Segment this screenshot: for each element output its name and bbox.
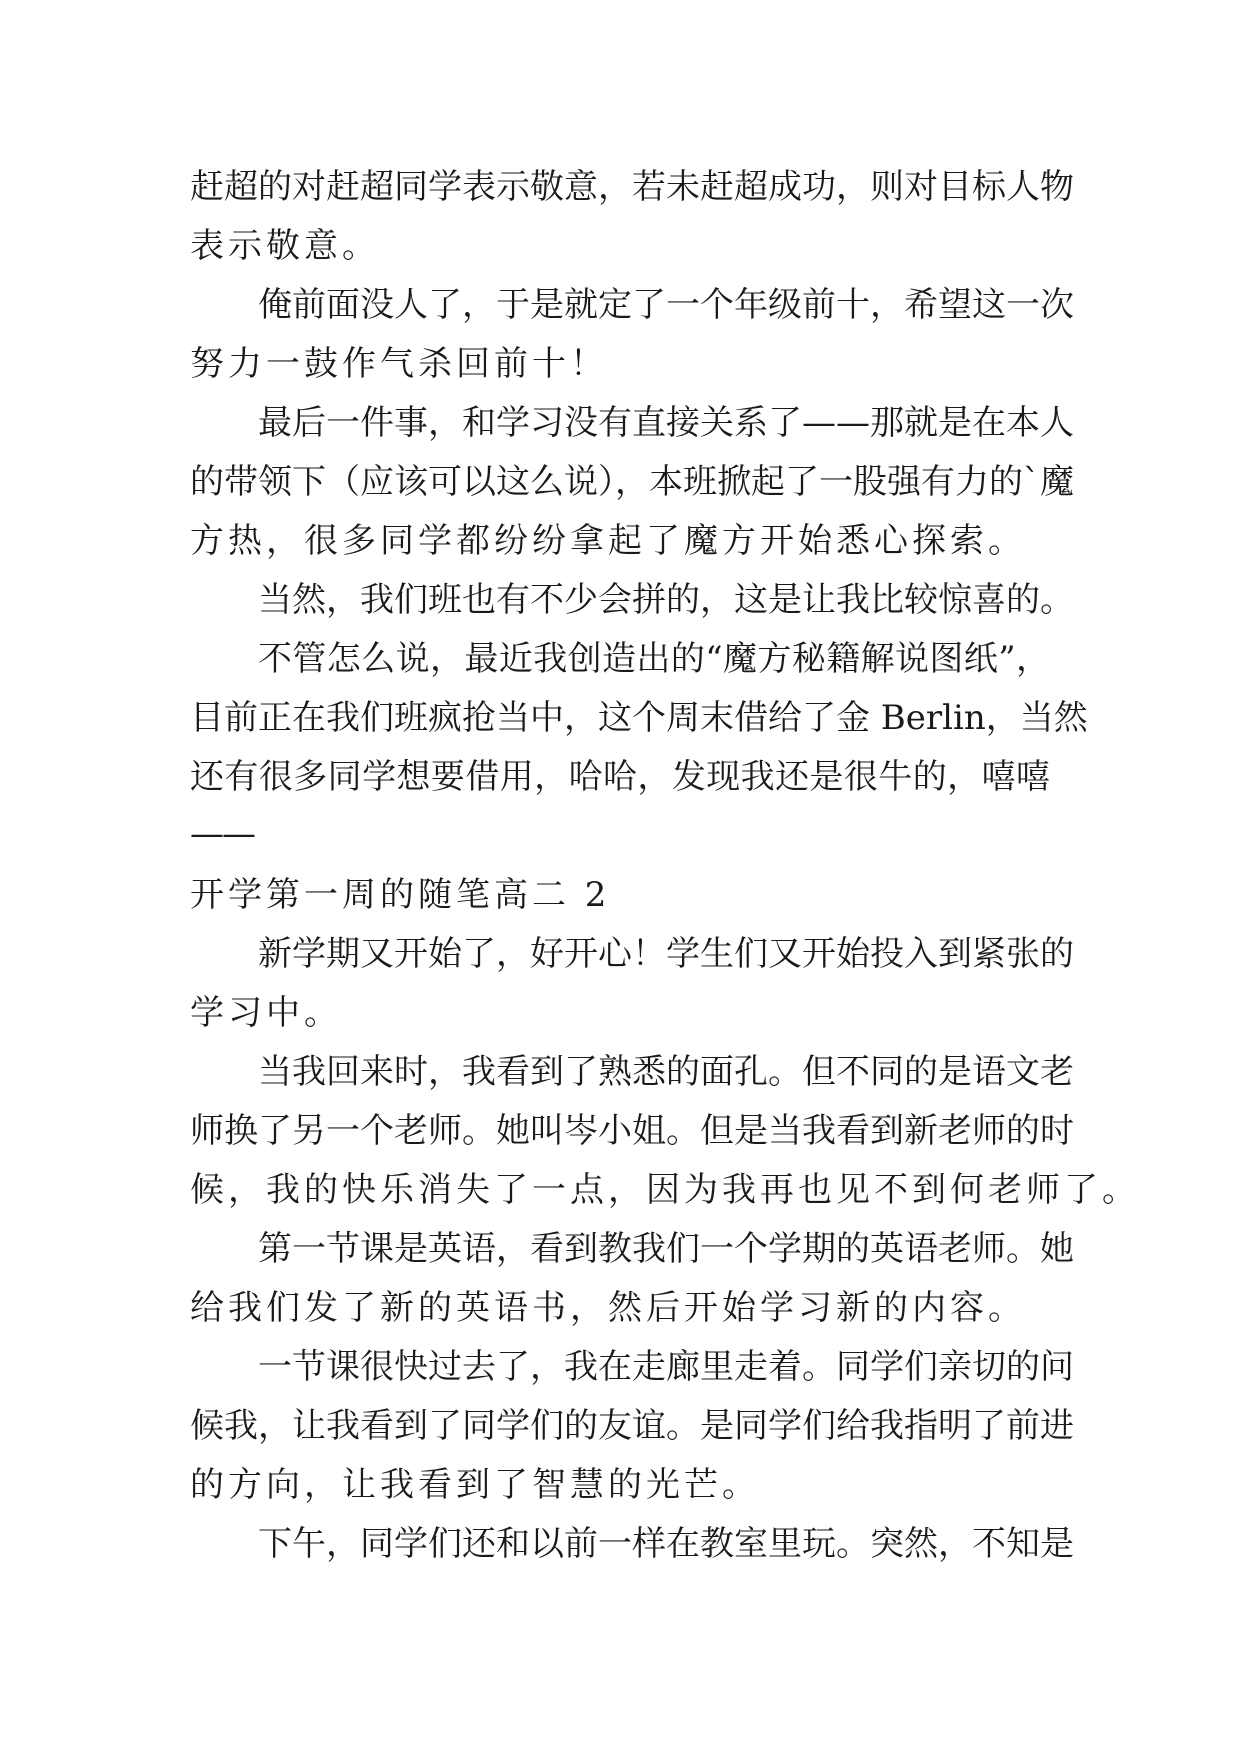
text-line: 俺前面没人了，于是就定了一个年级前十，希望这一次 bbox=[258, 285, 1074, 325]
text-line: 还有很多同学想要借用，哈哈，发现我还是很牛的，嘻嘻 bbox=[190, 757, 1050, 797]
text-line: 不管怎么说，最近我创造出的“魔方秘籍解说图纸”， bbox=[258, 639, 1050, 679]
text-line: 候，我的快乐消失了一点，因为我再也见不到何老师了。 bbox=[190, 1170, 1140, 1210]
text-line: 努力一鼓作气杀回前十！ bbox=[190, 344, 608, 384]
text-line: 的带领下（应该可以这么说），本班掀起了一股强有力的`魔 bbox=[190, 462, 1074, 502]
section-heading: 开学第一周的随笔高二 2 bbox=[190, 875, 611, 915]
text-line: 师换了另一个老师。她叫岑小姐。但是当我看到新老师的时 bbox=[190, 1111, 1074, 1151]
text-line: 学习中。 bbox=[190, 993, 342, 1033]
text-line: 目前正在我们班疯抢当中，这个周末借给了金 Berlin，当然 bbox=[190, 698, 1088, 738]
text-line: 下午，同学们还和以前一样在教室里玩。突然，不知是 bbox=[258, 1524, 1074, 1564]
text-line: 给我们发了新的英语书，然后开始学习新的内容。 bbox=[190, 1288, 1026, 1328]
text-line: 当我回来时，我看到了熟悉的面孔。但不同的是语文老 bbox=[258, 1052, 1074, 1092]
text-line: 当然，我们班也有不少会拼的，这是让我比较惊喜的。 bbox=[258, 580, 1074, 620]
text-line: 最后一件事，和学习没有直接关系了——那就是在本人 bbox=[258, 403, 1074, 443]
text-line: 赶超的对赶超同学表示敬意，若未赶超成功，则对目标人物 bbox=[190, 167, 1074, 207]
text-line: —— bbox=[190, 814, 254, 854]
text-line: 新学期又开始了，好开心！学生们又开始投入到紧张的 bbox=[258, 934, 1074, 974]
text-line: 方热，很多同学都纷纷拿起了魔方开始悉心探索。 bbox=[190, 521, 1026, 561]
text-line: 候我，让我看到了同学们的友谊。是同学们给我指明了前进 bbox=[190, 1406, 1074, 1446]
text-line: 的方向，让我看到了智慧的光芒。 bbox=[190, 1465, 760, 1505]
text-line: 第一节课是英语，看到教我们一个学期的英语老师。她 bbox=[258, 1229, 1074, 1269]
text-line: 一节课很快过去了，我在走廊里走着。同学们亲切的问 bbox=[258, 1347, 1074, 1387]
text-line: 表示敬意。 bbox=[190, 226, 380, 266]
